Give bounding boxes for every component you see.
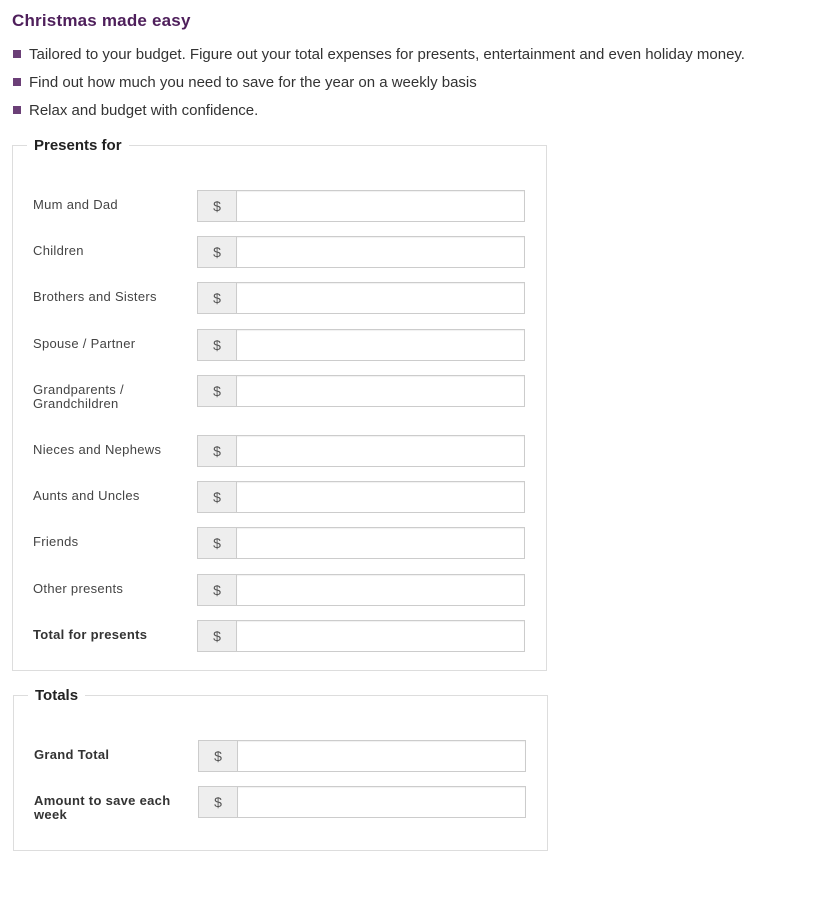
input-grandparents-grandchildren[interactable] bbox=[237, 375, 525, 407]
label-other-presents: Other presents bbox=[33, 581, 124, 596]
currency-addon: $ bbox=[197, 329, 237, 361]
currency-addon: $ bbox=[198, 786, 238, 818]
row-friends bbox=[33, 527, 527, 559]
label-grand-total: Grand Total bbox=[34, 747, 110, 762]
currency-addon: $ bbox=[197, 236, 237, 268]
feature-text: Tailored to your budget. Figure out your total expenses for presents, entertainment and even holiday money. bbox=[29, 45, 745, 63]
label-children: Children bbox=[33, 243, 84, 258]
totals-fieldset bbox=[13, 687, 548, 851]
input-brothers-and-sisters[interactable] bbox=[237, 282, 525, 314]
label-brothers-and-sisters: Brothers and Sisters bbox=[33, 289, 157, 304]
currency-addon: $ bbox=[197, 620, 237, 652]
label-friends: Friends bbox=[33, 534, 79, 549]
feature-item bbox=[13, 40, 745, 68]
row-grandparents-grandchildren bbox=[33, 375, 527, 411]
currency-addon: $ bbox=[197, 375, 237, 407]
totals-legend: Totals bbox=[35, 687, 79, 704]
label-amount-to-save-each-week: Amount to save each week bbox=[34, 793, 171, 822]
input-children[interactable] bbox=[237, 236, 525, 268]
feature-list bbox=[13, 40, 745, 124]
currency-addon: $ bbox=[198, 740, 238, 772]
currency-addon: $ bbox=[197, 574, 237, 606]
label-mum-and-dad: Mum and Dad bbox=[33, 197, 118, 212]
presents-fieldset bbox=[12, 137, 547, 671]
input-spouse-partner[interactable] bbox=[237, 329, 525, 361]
row-aunts-and-uncles bbox=[33, 481, 527, 513]
currency-addon: $ bbox=[197, 481, 237, 513]
label-spouse-partner: Spouse / Partner bbox=[33, 336, 136, 351]
currency-addon: $ bbox=[197, 282, 237, 314]
presents-legend: Presents for bbox=[34, 137, 122, 154]
page-title: Christmas made easy bbox=[12, 11, 191, 30]
row-grand-total bbox=[34, 740, 528, 772]
feature-text: Find out how much you need to save for the year on a weekly basis bbox=[29, 73, 477, 91]
input-aunts-and-uncles[interactable] bbox=[237, 481, 525, 513]
row-mum-and-dad bbox=[33, 190, 527, 222]
label-aunts-and-uncles: Aunts and Uncles bbox=[33, 488, 140, 503]
input-total-for-presents[interactable] bbox=[237, 620, 525, 652]
label-total-for-presents: Total for presents bbox=[33, 627, 148, 642]
feature-text: Relax and budget with confidence. bbox=[29, 101, 259, 119]
currency-addon: $ bbox=[197, 435, 237, 467]
row-children bbox=[33, 236, 527, 268]
input-friends[interactable] bbox=[237, 527, 525, 559]
input-other-presents[interactable] bbox=[237, 574, 525, 606]
feature-item bbox=[13, 96, 745, 124]
label-grandparents-grandchildren: Grandparents / Grandchildren bbox=[33, 382, 124, 411]
feature-item bbox=[13, 68, 745, 96]
row-nieces-and-nephews bbox=[33, 435, 527, 467]
row-total-for-presents bbox=[33, 620, 527, 652]
currency-addon: $ bbox=[197, 190, 237, 222]
label-nieces-and-nephews: Nieces and Nephews bbox=[33, 442, 162, 457]
currency-addon: $ bbox=[197, 527, 237, 559]
row-other-presents bbox=[33, 574, 527, 606]
row-amount-to-save-each-week bbox=[34, 786, 528, 822]
input-nieces-and-nephews[interactable] bbox=[237, 435, 525, 467]
row-brothers-and-sisters bbox=[33, 282, 527, 314]
square-bullet-icon bbox=[13, 78, 21, 86]
square-bullet-icon bbox=[13, 50, 21, 58]
row-spouse-partner bbox=[33, 329, 527, 361]
input-amount-to-save-each-week[interactable] bbox=[238, 786, 526, 818]
square-bullet-icon bbox=[13, 106, 21, 114]
input-mum-and-dad[interactable] bbox=[237, 190, 525, 222]
input-grand-total[interactable] bbox=[238, 740, 526, 772]
